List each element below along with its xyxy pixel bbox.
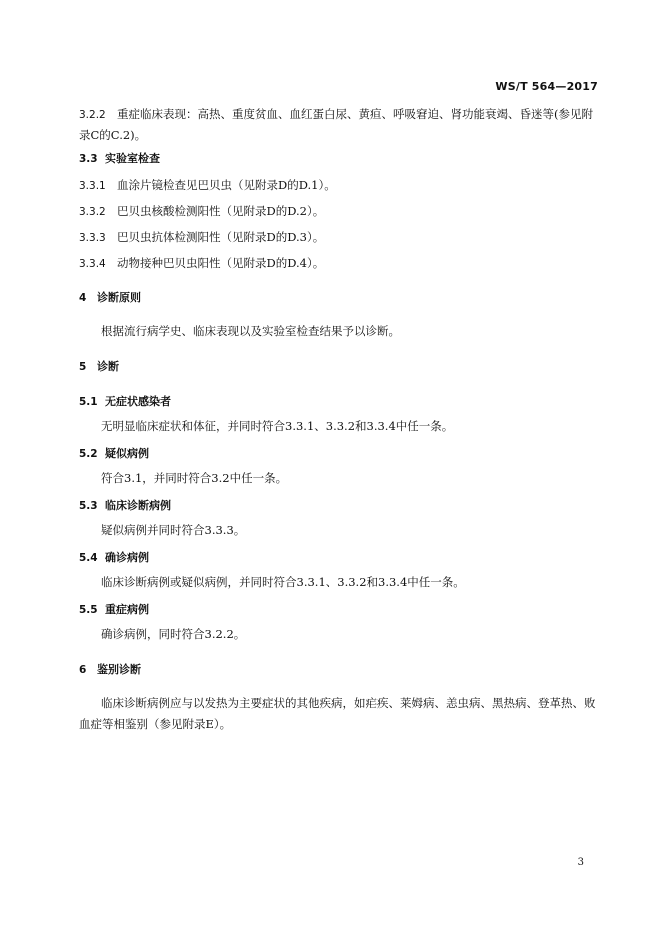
clause-text: 血涂片镜检查见巴贝虫（见附录D的D.1）。 [117, 178, 336, 192]
heading-number: 5.1 [79, 396, 98, 408]
heading-title: 无症状感染者 [105, 395, 171, 408]
heading-5 [79, 356, 599, 377]
heading-4 [79, 287, 599, 308]
clause-number: 3.2.2 [79, 109, 106, 121]
heading-number: 5.2 [79, 448, 98, 460]
paragraph-6-cont: 血症等相鉴别（参见附录E）。 [79, 717, 232, 731]
clause-text: 动物接种巴贝虫阳性（见附录D的D.4）。 [117, 256, 325, 270]
clause-text: 巴贝虫核酸检测阳性（见附录D的D.2）。 [117, 204, 325, 218]
heading-title: 鉴别诊断 [97, 663, 141, 676]
heading-title: 实验室检查 [105, 152, 160, 165]
heading-title: 确诊病例 [105, 551, 149, 564]
clause-3-3-3 [79, 227, 599, 248]
paragraph-5-2: 符合3.1，并同时符合3.2中任一条。 [101, 471, 288, 485]
paragraph-5-4: 临床诊断病例或疑似病例，并同时符合3.3.1、3.3.2和3.3.4中任一条。 [101, 575, 465, 589]
page-number: 3 [577, 857, 584, 868]
clause-text: 重症临床表现：高热、重度贫血、血红蛋白尿、黄疸、呼吸窘迫、肾功能衰竭、昏迷等(参见附 [117, 107, 593, 121]
heading-number: 5 [79, 361, 87, 373]
heading-number: 5.3 [79, 500, 98, 512]
heading-number: 4 [79, 292, 87, 304]
heading-5-5 [79, 599, 599, 620]
heading-title: 临床诊断病例 [105, 499, 171, 512]
clause-3-3-4 [79, 253, 599, 274]
clause-number: 3.3.4 [79, 258, 106, 270]
clause-number: 3.3.1 [79, 180, 106, 192]
paragraph-5-3: 疑似病例并同时符合3.3.3。 [101, 523, 246, 537]
heading-5-2 [79, 443, 599, 464]
heading-3-3 [79, 148, 599, 169]
heading-title: 疑似病例 [105, 447, 149, 460]
heading-title: 重症病例 [105, 603, 149, 616]
clause-text: 巴贝虫抗体检测阳性（见附录D的D.3）。 [117, 230, 325, 244]
clause-3-3-1 [79, 175, 599, 196]
heading-title: 诊断 [97, 360, 119, 373]
clause-3-2-2 [79, 104, 599, 145]
clause-3-3-2 [79, 201, 599, 222]
heading-5-4 [79, 547, 599, 568]
heading-number: 5.4 [79, 552, 98, 564]
clause-number: 3.3.3 [79, 232, 106, 244]
heading-number: 6 [79, 664, 87, 676]
paragraph-4: 根据流行病学史、临床表现以及实验室检查结果予以诊断。 [101, 324, 400, 338]
heading-5-1 [79, 391, 599, 412]
paragraph-5-5: 确诊病例，同时符合3.2.2。 [101, 627, 246, 641]
standard-code: WS/T 564—2017 [495, 80, 598, 93]
paragraph-5-1: 无明显临床症状和体征，并同时符合3.3.1、3.3.2和3.3.4中任一条。 [101, 419, 454, 433]
heading-6 [79, 659, 599, 680]
clause-text-cont: 录C的C.2)。 [79, 128, 147, 142]
heading-number: 5.5 [79, 604, 98, 616]
paragraph-6-line: 临床诊断病例应与以发热为主要症状的其他疾病，如疟疾、莱姆病、恙虫病、黑热病、登革热、败 [101, 696, 596, 710]
clause-number: 3.3.2 [79, 206, 106, 218]
heading-5-3 [79, 495, 599, 516]
heading-title: 诊断原则 [97, 291, 141, 304]
paragraph-6 [101, 693, 601, 713]
heading-number: 3.3 [79, 153, 98, 165]
